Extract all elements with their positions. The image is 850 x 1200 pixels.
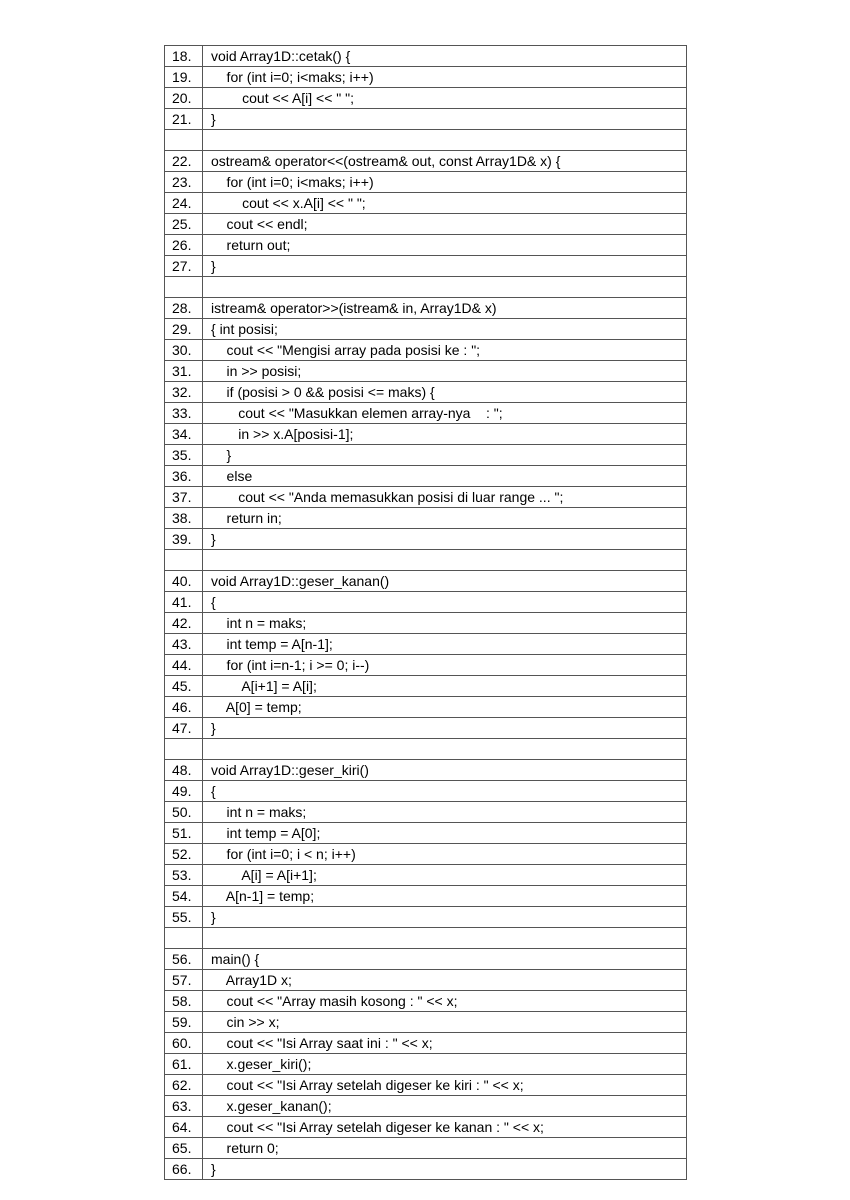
code-text: cout << "Masukkan elemen array-nya : "; <box>203 403 687 424</box>
code-line-row <box>165 844 687 865</box>
code-text <box>203 130 687 151</box>
code-line-row <box>165 1138 687 1159</box>
line-number: 55. <box>165 907 203 928</box>
code-text: cout << A[i] << " "; <box>203 88 687 109</box>
code-text <box>203 550 687 571</box>
code-text: } <box>203 1159 687 1180</box>
blank-separator-row <box>165 130 687 151</box>
code-line-row <box>165 382 687 403</box>
code-text: for (int i=0; i<maks; i++) <box>203 67 687 88</box>
code-text: { int posisi; <box>203 319 687 340</box>
code-line-row <box>165 1117 687 1138</box>
code-line-row <box>165 193 687 214</box>
code-text <box>203 928 687 949</box>
code-line-row <box>165 235 687 256</box>
code-text: int n = maks; <box>203 802 687 823</box>
line-number: 39. <box>165 529 203 550</box>
code-text: void Array1D::cetak() { <box>203 46 687 67</box>
line-number: 42. <box>165 613 203 634</box>
code-text: cout << endl; <box>203 214 687 235</box>
line-number: 21. <box>165 109 203 130</box>
line-number <box>165 928 203 949</box>
code-text: A[i] = A[i+1]; <box>203 865 687 886</box>
line-number: 60. <box>165 1033 203 1054</box>
code-line-row <box>165 529 687 550</box>
blank-separator-row <box>165 739 687 760</box>
code-text: return 0; <box>203 1138 687 1159</box>
code-listing-table <box>164 45 687 1180</box>
code-line-row <box>165 970 687 991</box>
code-text: } <box>203 907 687 928</box>
code-text: x.geser_kiri(); <box>203 1054 687 1075</box>
line-number: 63. <box>165 1096 203 1117</box>
line-number: 41. <box>165 592 203 613</box>
line-number <box>165 277 203 298</box>
code-line-row <box>165 718 687 739</box>
code-line-row <box>165 88 687 109</box>
code-text: void Array1D::geser_kiri() <box>203 760 687 781</box>
line-number: 36. <box>165 466 203 487</box>
code-text: main() { <box>203 949 687 970</box>
code-text: return in; <box>203 508 687 529</box>
code-text <box>203 739 687 760</box>
line-number: 32. <box>165 382 203 403</box>
line-number: 51. <box>165 823 203 844</box>
code-line-row <box>165 949 687 970</box>
code-text: cout << x.A[i] << " "; <box>203 193 687 214</box>
code-text: cout << "Mengisi array pada posisi ke : "; <box>203 340 687 361</box>
code-line-row <box>165 823 687 844</box>
code-line-row <box>165 445 687 466</box>
code-text: istream& operator>>(istream& in, Array1D& x) <box>203 298 687 319</box>
code-line-row <box>165 865 687 886</box>
code-line-row <box>165 46 687 67</box>
code-text: x.geser_kanan(); <box>203 1096 687 1117</box>
line-number: 47. <box>165 718 203 739</box>
line-number <box>165 550 203 571</box>
line-number: 29. <box>165 319 203 340</box>
code-line-row <box>165 802 687 823</box>
code-line-row <box>165 886 687 907</box>
line-number: 56. <box>165 949 203 970</box>
code-text: int temp = A[n-1]; <box>203 634 687 655</box>
line-number: 30. <box>165 340 203 361</box>
code-line-row <box>165 361 687 382</box>
code-text: for (int i=0; i < n; i++) <box>203 844 687 865</box>
code-text: } <box>203 256 687 277</box>
code-line-row <box>165 697 687 718</box>
code-text: ostream& operator<<(ostream& out, const Array1D& x) { <box>203 151 687 172</box>
code-line-row <box>165 1075 687 1096</box>
line-number: 43. <box>165 634 203 655</box>
code-text: in >> posisi; <box>203 361 687 382</box>
code-text: Array1D x; <box>203 970 687 991</box>
code-text: } <box>203 718 687 739</box>
code-text: A[0] = temp; <box>203 697 687 718</box>
code-line-row <box>165 613 687 634</box>
code-text: { <box>203 592 687 613</box>
code-line-row <box>165 991 687 1012</box>
code-line-row <box>165 340 687 361</box>
line-number: 34. <box>165 424 203 445</box>
code-line-row <box>165 151 687 172</box>
line-number: 23. <box>165 172 203 193</box>
line-number: 46. <box>165 697 203 718</box>
code-line-row <box>165 298 687 319</box>
code-line-row <box>165 424 687 445</box>
blank-separator-row <box>165 550 687 571</box>
code-line-row <box>165 1096 687 1117</box>
code-text: cout << "Isi Array setelah digeser ke kiri : " << x; <box>203 1075 687 1096</box>
line-number: 52. <box>165 844 203 865</box>
code-text: in >> x.A[posisi-1]; <box>203 424 687 445</box>
line-number <box>165 130 203 151</box>
code-line-row <box>165 1159 687 1180</box>
line-number: 40. <box>165 571 203 592</box>
code-line-row <box>165 760 687 781</box>
code-line-row <box>165 1012 687 1033</box>
line-number: 19. <box>165 67 203 88</box>
code-text: else <box>203 466 687 487</box>
code-text: cout << "Array masih kosong : " << x; <box>203 991 687 1012</box>
line-number: 57. <box>165 970 203 991</box>
code-line-row <box>165 214 687 235</box>
line-number: 24. <box>165 193 203 214</box>
code-line-row <box>165 634 687 655</box>
code-line-row <box>165 172 687 193</box>
line-number: 64. <box>165 1117 203 1138</box>
code-line-row <box>165 571 687 592</box>
line-number: 35. <box>165 445 203 466</box>
line-number: 61. <box>165 1054 203 1075</box>
line-number: 38. <box>165 508 203 529</box>
line-number: 22. <box>165 151 203 172</box>
line-number: 27. <box>165 256 203 277</box>
code-line-row <box>165 403 687 424</box>
code-line-row <box>165 655 687 676</box>
line-number <box>165 739 203 760</box>
line-number: 26. <box>165 235 203 256</box>
line-number: 66. <box>165 1159 203 1180</box>
code-text: cout << "Isi Array setelah digeser ke kanan : " << x; <box>203 1117 687 1138</box>
code-text: } <box>203 109 687 130</box>
code-line-row <box>165 487 687 508</box>
line-number: 62. <box>165 1075 203 1096</box>
line-number: 53. <box>165 865 203 886</box>
code-line-row <box>165 781 687 802</box>
code-text: int n = maks; <box>203 613 687 634</box>
line-number: 49. <box>165 781 203 802</box>
code-text: if (posisi > 0 && posisi <= maks) { <box>203 382 687 403</box>
code-line-row <box>165 1033 687 1054</box>
line-number: 37. <box>165 487 203 508</box>
line-number: 44. <box>165 655 203 676</box>
line-number: 20. <box>165 88 203 109</box>
line-number: 28. <box>165 298 203 319</box>
code-line-row <box>165 466 687 487</box>
line-number: 54. <box>165 886 203 907</box>
code-text: } <box>203 529 687 550</box>
line-number: 33. <box>165 403 203 424</box>
code-text: A[n-1] = temp; <box>203 886 687 907</box>
line-number: 45. <box>165 676 203 697</box>
line-number: 18. <box>165 46 203 67</box>
code-text: void Array1D::geser_kanan() <box>203 571 687 592</box>
line-number: 58. <box>165 991 203 1012</box>
code-line-row <box>165 319 687 340</box>
code-listing-body <box>165 46 687 1180</box>
code-line-row <box>165 1054 687 1075</box>
code-line-row <box>165 592 687 613</box>
code-line-row <box>165 256 687 277</box>
code-text: A[i+1] = A[i]; <box>203 676 687 697</box>
code-text: for (int i=0; i<maks; i++) <box>203 172 687 193</box>
code-text: cout << "Anda memasukkan posisi di luar range ... "; <box>203 487 687 508</box>
code-text: int temp = A[0]; <box>203 823 687 844</box>
code-text: for (int i=n-1; i >= 0; i--) <box>203 655 687 676</box>
blank-separator-row <box>165 277 687 298</box>
line-number: 31. <box>165 361 203 382</box>
line-number: 59. <box>165 1012 203 1033</box>
code-text: } <box>203 445 687 466</box>
code-line-row <box>165 67 687 88</box>
code-text: return out; <box>203 235 687 256</box>
code-line-row <box>165 508 687 529</box>
code-line-row <box>165 109 687 130</box>
code-text: { <box>203 781 687 802</box>
line-number: 48. <box>165 760 203 781</box>
line-number: 65. <box>165 1138 203 1159</box>
code-text: cout << "Isi Array saat ini : " << x; <box>203 1033 687 1054</box>
code-text: cin >> x; <box>203 1012 687 1033</box>
code-text <box>203 277 687 298</box>
code-line-row <box>165 907 687 928</box>
blank-separator-row <box>165 928 687 949</box>
line-number: 25. <box>165 214 203 235</box>
code-line-row <box>165 676 687 697</box>
line-number: 50. <box>165 802 203 823</box>
